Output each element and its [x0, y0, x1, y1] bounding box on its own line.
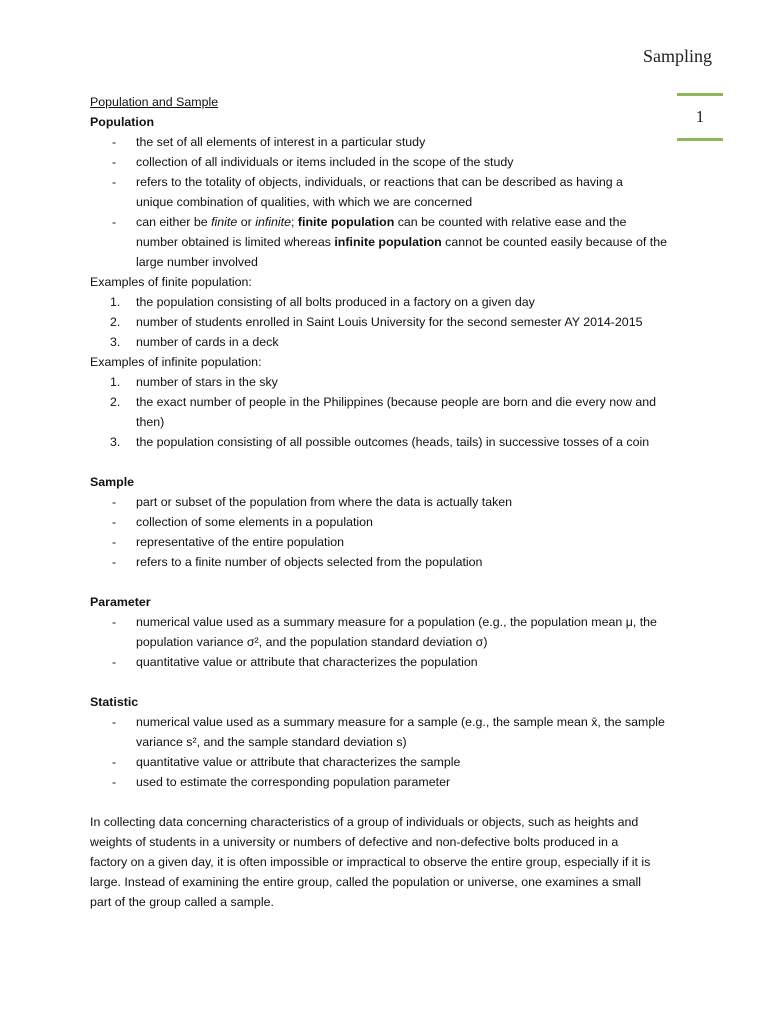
bullet-text: can either be finite or infinite; finite population can be counted with relative ease and the [136, 215, 627, 229]
list-item [90, 432, 690, 452]
population-heading: Population [90, 115, 155, 129]
sample-bullet [90, 532, 690, 552]
population-bullet [90, 132, 690, 152]
bullet-marker: - [112, 155, 117, 169]
bullet-text: variance s², and the sample standard deviation s) [136, 735, 407, 749]
list-number: 2. [110, 315, 121, 329]
finite-examples-heading: Examples of finite population: [90, 275, 252, 289]
closing-paragraph [90, 812, 690, 912]
sample-heading: Sample [90, 475, 135, 489]
bullet-text: refers to a finite number of objects selected from the population [136, 555, 483, 569]
bullet-text: quantitative value or attribute that characterizes the population [136, 655, 478, 669]
bullet-marker: - [112, 135, 117, 149]
spacer [90, 452, 690, 472]
statistic-bullet [90, 712, 690, 752]
finite-examples-list [90, 292, 690, 352]
bullet-text: large number involved [136, 255, 258, 269]
bullet-text: refers to the totality of objects, individuals, or reactions that can be described as having a [136, 175, 623, 189]
sample-bullet [90, 512, 690, 532]
list-item [90, 372, 690, 392]
parameter-heading: Parameter [90, 595, 151, 609]
infinite-examples-heading: Examples of infinite population: [90, 355, 262, 369]
statistic-bullet [90, 752, 690, 772]
paragraph-line: part of the group called a sample. [90, 895, 274, 909]
statistic-bullet-list [90, 712, 690, 792]
bullet-marker: - [112, 615, 117, 629]
bullet-marker: - [112, 655, 117, 669]
bullet-text: part or subset of the population from where the data is actually taken [136, 495, 513, 509]
list-item [90, 312, 690, 332]
paragraph-line: large. Instead of examining the entire group, called the population or universe, one examines a small [90, 875, 642, 889]
statistic-bullet [90, 772, 690, 792]
parameter-bullet-list [90, 612, 690, 672]
bullet-text: collection of all individuals or items included in the scope of the study [136, 155, 514, 169]
bullet-text: used to estimate the corresponding population parameter [136, 775, 451, 789]
sample-bullet [90, 552, 690, 572]
page-header-title: Sampling [643, 46, 713, 66]
list-number: 2. [110, 395, 121, 409]
bullet-text: representative of the entire population [136, 535, 345, 549]
bullet-marker: - [112, 715, 117, 729]
population-bullet [90, 152, 690, 172]
list-item-text: number of students enrolled in Saint Louis University for the second semester AY 2014-2015 [136, 315, 643, 329]
spacer [90, 672, 690, 692]
list-number: 3. [110, 435, 121, 449]
spacer [90, 572, 690, 592]
paragraph-line: In collecting data concerning characteristics of a group of individuals or objects, such as heights and [90, 815, 639, 829]
list-item-text: the exact number of people in the Philippines (because people are born and die every now and [136, 395, 657, 409]
list-item [90, 292, 690, 312]
list-number: 1. [110, 375, 121, 389]
sample-bullet-list [90, 492, 690, 572]
parameter-bullet [90, 612, 690, 652]
bullet-text: collection of some elements in a population [136, 515, 373, 529]
bullet-marker: - [112, 515, 117, 529]
bullet-marker: - [112, 535, 117, 549]
bullet-text: unique combination of qualities, with which we are concerned [136, 195, 473, 209]
bullet-text: population variance σ², and the population standard deviation σ) [136, 635, 488, 649]
bullet-marker: - [112, 175, 117, 189]
bullet-marker: - [112, 215, 117, 229]
list-item-text: the population consisting of all bolts produced in a factory on a given day [136, 295, 535, 309]
list-item-text: the population consisting of all possible outcomes (heads, tails) in successive tosses of a coin [136, 435, 650, 449]
bullet-text: the set of all elements of interest in a particular study [136, 135, 426, 149]
bullet-text: quantitative value or attribute that characterizes the sample [136, 755, 461, 769]
bullet-text: numerical value used as a summary measure for a sample (e.g., the sample mean x̄, the sample [136, 715, 665, 729]
list-item [90, 332, 690, 352]
sample-bullet [90, 492, 690, 512]
population-bullet-list [90, 132, 690, 272]
population-bullet [90, 172, 690, 212]
list-number: 1. [110, 295, 121, 309]
list-item-text: number of cards in a deck [136, 335, 279, 349]
bullet-text: numerical value used as a summary measure for a population (e.g., the population mean μ, the [136, 615, 657, 629]
page-number: 1 [695, 107, 705, 126]
bullet-text: number obtained is limited whereas infinite population cannot be counted easily because of the [136, 235, 667, 249]
infinite-examples-list [90, 372, 690, 452]
paragraph-line: weights of students in a university or numbers of defective and non-defective bolts produced in a [90, 835, 619, 849]
bullet-marker: - [112, 495, 117, 509]
section-heading: Population and Sample [90, 95, 219, 109]
bullet-marker: - [112, 775, 117, 789]
parameter-bullet [90, 652, 690, 672]
bullet-marker: - [112, 755, 117, 769]
document-body [90, 92, 690, 912]
population-bullet-finite-infinite [90, 212, 690, 272]
bullet-marker: - [112, 555, 117, 569]
list-item-text: number of stars in the sky [136, 375, 278, 389]
paragraph-line: factory on a given day, it is often impossible or impractical to observe the entire group, especially if it is [90, 855, 651, 869]
list-number: 3. [110, 335, 121, 349]
statistic-heading: Statistic [90, 695, 139, 709]
spacer [90, 792, 690, 812]
list-item-text: then) [136, 415, 165, 429]
list-item [90, 392, 690, 432]
